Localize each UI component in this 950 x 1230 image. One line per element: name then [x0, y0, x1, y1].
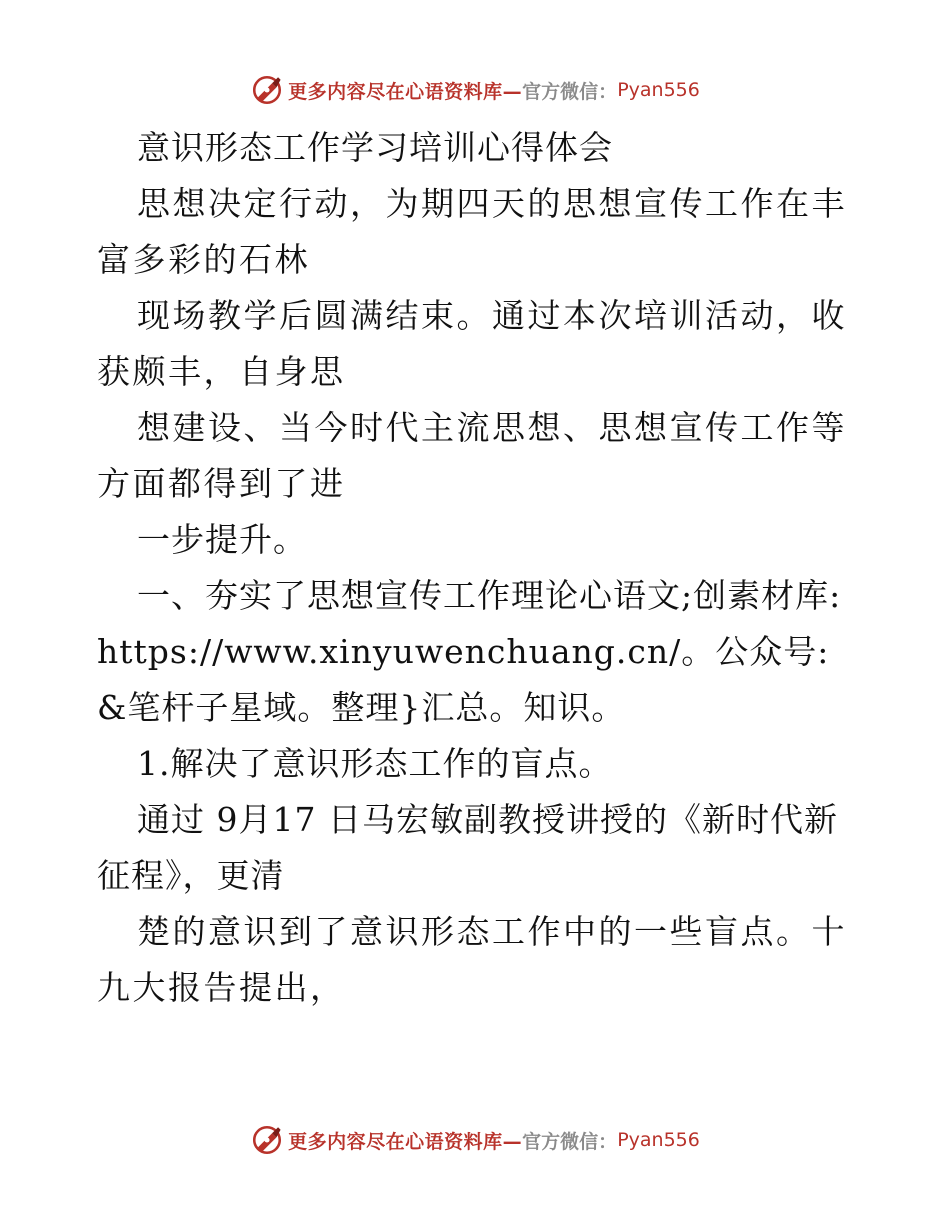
paragraph-1: 思想决定行动，为期四天的思想宣传工作在丰富多彩的石林 — [97, 184, 847, 279]
paragraph-3: 想建设、当今时代主流思想、思想宣传工作等方面都得到了进 — [97, 408, 847, 503]
footer-watermark — [0, 1120, 950, 1160]
paragraph-2: 现场教学后圆满结束。通过本次培训活动，收获颇丰，自身思 — [97, 296, 847, 391]
document-body — [97, 120, 857, 1016]
watermark-main-text: 更多内容尽在心语资料库— — [288, 80, 523, 103]
paragraph-4: 一步提升。 — [137, 520, 307, 559]
watermark-account: Pyan556 — [617, 79, 700, 101]
watermark-main-text: 更多内容尽在心语资料库— — [288, 1130, 523, 1153]
pen-nib-logo-icon — [250, 73, 284, 107]
watermark-account: Pyan556 — [617, 1129, 700, 1151]
paragraph-5: 一、夯实了思想宣传工作理论心语文;创素材库: https://www.xinyuwenchuang.cn/。公众号: &笔杆子星域。整理}汇总。知识。 — [97, 576, 842, 727]
watermark-official-label: 官方微信： — [522, 1130, 618, 1153]
paragraph-8: 楚的意识到了意识形态工作中的一些盲点。十九大报告提出， — [97, 912, 847, 1007]
pen-nib-logo-icon — [250, 1123, 284, 1157]
paragraph-7: 通过 9月17 日马宏敏副教授讲授的《新时代新征程》，更清 — [97, 800, 838, 895]
header-watermark — [0, 70, 950, 110]
paragraph-6: 1.解决了意识形态工作的盲点。 — [137, 744, 613, 783]
document-title: 意识形态工作学习培训心得体会 — [137, 128, 613, 167]
watermark-official-label: 官方微信： — [522, 80, 618, 103]
